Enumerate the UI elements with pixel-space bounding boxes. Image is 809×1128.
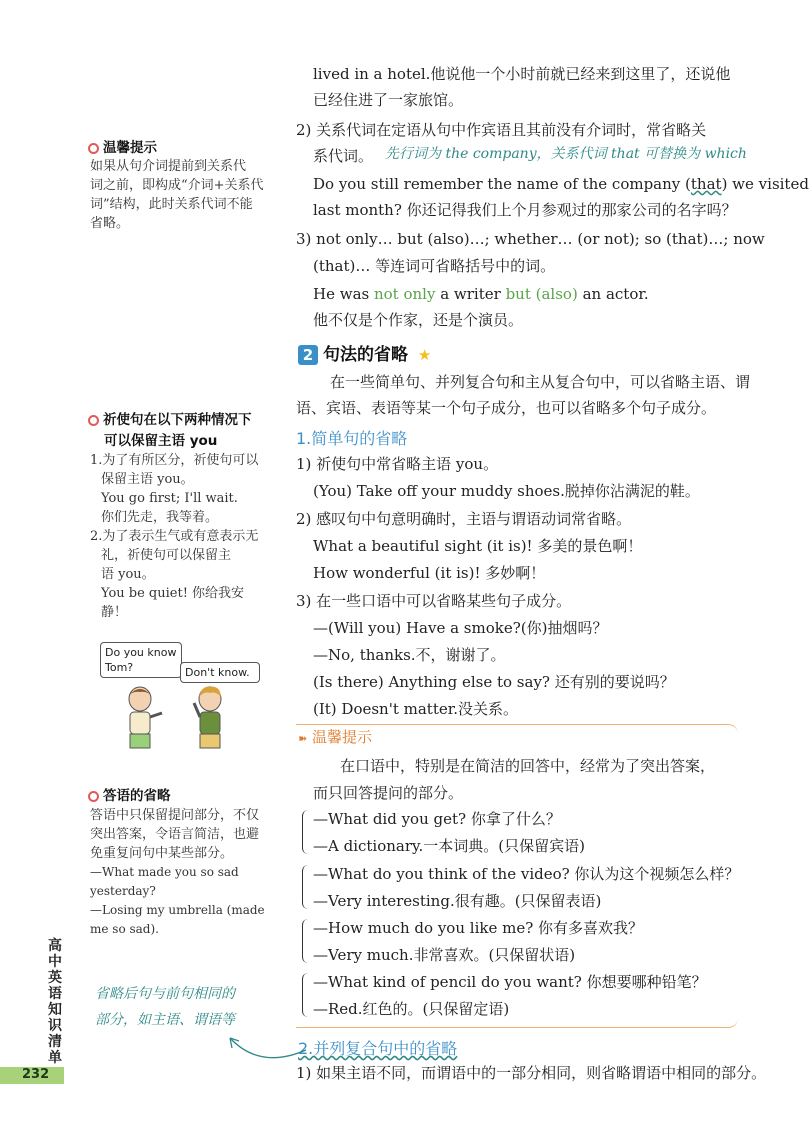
example-line: How wonderful (it is)! 多妙啊！	[313, 564, 546, 582]
sidebar-tip-title-cont: 可以保留主语 you	[104, 433, 218, 449]
dialogue-line: —What kind of pencil do you want? 你想要哪种铅笔？	[313, 973, 707, 991]
sidebar-tip-title	[88, 408, 252, 428]
book-title-vertical: 高中英语知识清单	[48, 938, 62, 1066]
handwritten-note: 省略后句与前句相同的	[95, 986, 235, 1002]
dialogue-line: —Red.红色的。(只保留定语)	[313, 1000, 510, 1018]
sidebar-line: 词”结构，此时关系代词不能	[90, 197, 253, 212]
example-part: a writer	[435, 285, 506, 303]
section-intro: 在一些简单句、并列复合句和主从复合句中，可以省略主语、谓	[330, 373, 751, 391]
bullet-icon	[88, 415, 99, 426]
subheading: 1.简单句的省略	[296, 429, 408, 448]
rule-item: 1) 祈使句中常省略主语 you。	[296, 455, 499, 473]
sidebar-line: 免重复问句中某些部分。	[90, 846, 234, 861]
highlight-not-only: not only	[373, 285, 436, 303]
example-line: —(Will you) Have a smoke?(你)抽烟吗？	[313, 619, 608, 637]
rule-item-2: 2) 关系代词在定语从句中作宾语且其前没有介词时，常省略关	[296, 121, 707, 139]
section-heading	[298, 340, 431, 365]
dialogue-brace	[302, 973, 311, 1017]
sidebar-line: 答语中只保留提问部分，不仅	[90, 808, 260, 823]
sidebar-tip-title-label: 温馨提示	[103, 140, 157, 156]
rule-item: 2) 感叹句中句意明确时，主语与谓语动词常省略。	[296, 510, 632, 528]
sidebar-tip-title-label: 答语的省略	[103, 788, 171, 804]
tip-heading	[298, 726, 378, 747]
arrow-icon: ➽	[298, 732, 308, 745]
dialogue-line: —How much do you like me? 你有多喜欢我？	[313, 919, 644, 937]
text-line: 已经住进了一家旅馆。	[313, 91, 464, 109]
sidebar-line: 突出答案，令语言简洁，也避	[90, 827, 260, 842]
example-line: What a beautiful sight (it is)! 多美的景色啊！	[313, 537, 643, 555]
handwritten-arrow	[220, 1030, 310, 1070]
example-line: 他不仅是个作家，还是个演员。	[313, 311, 524, 329]
speech-bubble: Do you know Tom?	[100, 642, 182, 678]
sidebar-tip-body	[90, 157, 270, 233]
sidebar-line: me so sad).	[90, 922, 159, 936]
sidebar-line: 省略。	[90, 216, 130, 231]
example-line	[313, 174, 809, 194]
sidebar-line: You be quiet! 你给我安静！	[101, 586, 245, 620]
sidebar-tip-title-label: 祈使句在以下两种情况下	[103, 412, 252, 428]
example-line: (You) Take off your muddy shoes.脱掉你沾满泥的鞋。	[313, 482, 700, 500]
section-title: 句法的省略	[323, 345, 408, 365]
subheading: 2.并列复合句中的省略	[298, 1039, 458, 1058]
dialogue-brace	[302, 919, 311, 963]
sidebar-line: 如果从句介词提前到关系代	[90, 159, 247, 174]
sidebar-line: 保留主语 you。	[101, 472, 194, 487]
dialogue-line: —Very interesting.很有趣。(只保留表语)	[313, 892, 602, 910]
section-intro: 语、宾语、表语等某一个句子成分，也可以省略多个句子成分。	[296, 399, 717, 417]
rule-item-3: 3) not only… but (also)…; whether… (or not); so (that)…; now	[296, 230, 765, 248]
handwritten-note: 先行词为 the company，关系代词 that 可替换为 which	[385, 146, 747, 162]
dialogue-line: —A dictionary.一本词典。(只保留宾语)	[313, 837, 585, 855]
dialogue-brace	[302, 865, 311, 909]
sidebar-tip-body	[90, 451, 270, 622]
rule-item-2-cont: 系代词。	[313, 147, 374, 165]
tip-text: 而只回答提问的部分。	[313, 784, 464, 802]
example-part: ) we visited	[721, 175, 809, 193]
sidebar-line: 礼，祈使句可以保留主	[101, 548, 232, 563]
star-icon: ★	[417, 346, 432, 364]
example-part: an actor.	[577, 285, 649, 303]
bullet-icon	[88, 791, 99, 802]
sidebar-line: 语 you。	[101, 567, 155, 582]
example-line: (Is there) Anything else to say? 还有别的要说吗？	[313, 673, 675, 691]
example-line: —No, thanks.不，谢谢了。	[313, 646, 506, 664]
text-line: lived in a hotel.他说他一个小时前就已经来到这里了，还说他	[313, 65, 731, 83]
example-part: He was	[313, 285, 374, 303]
highlight-but-also: but (also)	[505, 285, 578, 303]
example-that: that	[690, 175, 722, 193]
handwritten-note: 部分，如主语、谓语等	[95, 1012, 235, 1028]
dialogue-brace	[302, 810, 311, 854]
boy-left	[129, 687, 162, 748]
dialogue-line: —Very much.非常喜欢。(只保留状语)	[313, 946, 576, 964]
sidebar-line: —What made you so sad	[90, 865, 239, 879]
dialogue-line: —What did you get? 你拿了什么？	[313, 810, 561, 828]
sidebar-line: 词之前，即构成“介词+关系代	[90, 178, 264, 193]
illustration-boys	[110, 685, 240, 755]
example-part: Do you still remember the name of the company (	[313, 175, 691, 193]
bullet-icon	[88, 143, 99, 154]
sidebar-line: yesterday?	[90, 884, 156, 898]
speech-bubble: Don't know.	[180, 662, 260, 683]
sidebar-tip-title	[88, 136, 157, 156]
rule-item: 1) 如果主语不同，而谓语中的一部分相同，则省略谓语中相同的部分。	[296, 1064, 767, 1082]
rule-item-3-cont: (that)… 等连词可省略括号中的词。	[313, 257, 556, 275]
boy-right	[194, 687, 221, 748]
tip-heading-label: 温馨提示	[312, 728, 373, 746]
example-line	[313, 284, 649, 304]
rule-item: 3) 在一些口语中可以省略某些句子成分。	[296, 592, 572, 610]
sidebar-line: 2.为了表示生气或有意表示无	[90, 529, 259, 544]
section-number: 2	[298, 345, 318, 365]
sidebar-tip-title	[88, 784, 171, 804]
dialogue-line: —What do you think of the video? 你认为这个视频怎么样？	[313, 865, 740, 883]
sidebar-line: You go first; I'll wait.	[101, 491, 238, 506]
page-number: 232	[22, 1067, 50, 1082]
sidebar-tip-body	[90, 806, 270, 939]
example-line: (It) Doesn't matter.没关系。	[313, 700, 519, 718]
sidebar-line: —Losing my umbrella (made	[90, 903, 265, 917]
example-line: last month? 你还记得我们上个月参观过的那家公司的名字吗？	[313, 201, 737, 219]
tip-text: 在口语中，特别是在简洁的回答中，经常为了突出答案，	[340, 757, 716, 775]
sidebar-line: 1.为了有所区分，祈使句可以	[90, 453, 259, 468]
sidebar-line: 你们先走，我等着。	[101, 510, 219, 525]
